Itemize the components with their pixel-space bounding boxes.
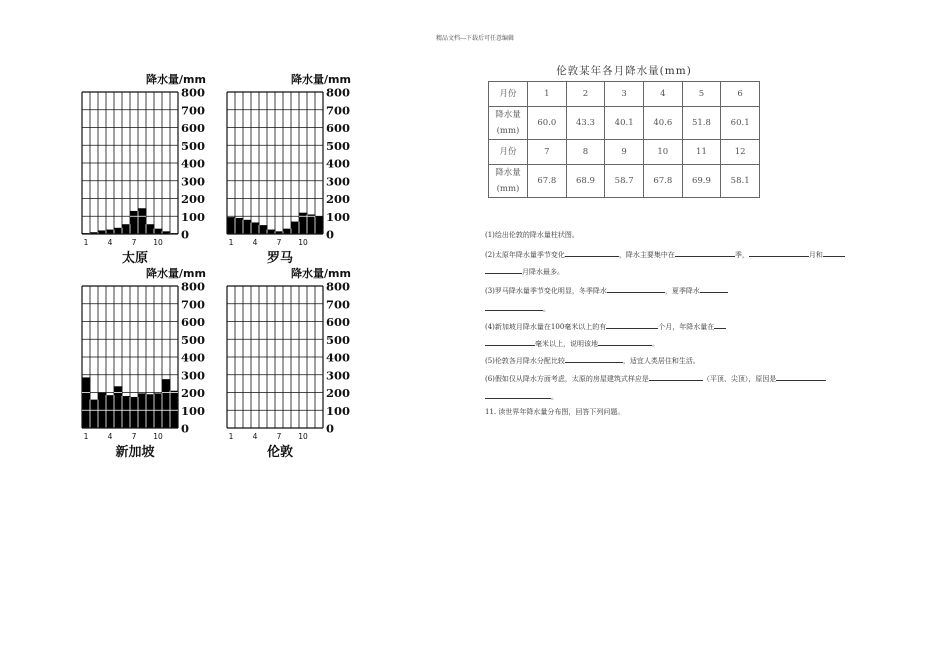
- bar: [251, 222, 259, 234]
- x-tick-label: 4: [107, 238, 113, 247]
- rain-label-line2: (mm): [496, 184, 520, 194]
- question-text: (2)太原年降水量季节变化: [485, 251, 565, 259]
- table-cell: 40.1: [605, 107, 644, 140]
- question-6: [485, 372, 826, 384]
- answer-blank[interactable]: [823, 248, 845, 257]
- bar: [146, 224, 154, 234]
- y-axis-title: 降水量/mm: [146, 267, 206, 280]
- y-tick-label: 100: [326, 209, 351, 224]
- bar: [235, 218, 243, 234]
- bar: [82, 377, 90, 428]
- x-tick-label: 10: [298, 238, 308, 247]
- month-label: 月份: [489, 82, 528, 107]
- question-11: 11. 读世界年降水量分布图，回答下列问题。: [485, 408, 625, 416]
- x-tick-label: 4: [252, 432, 258, 441]
- table-cell: 67.8: [528, 165, 567, 198]
- table-cell: 58.7: [605, 165, 644, 198]
- y-tick-label: 500: [326, 332, 351, 347]
- y-tick-label: 400: [181, 156, 206, 171]
- x-tick-label: 1: [228, 238, 234, 247]
- x-tick-label: 4: [107, 432, 113, 441]
- bar: [259, 225, 267, 234]
- table-cell: 67.8: [643, 165, 682, 198]
- x-tick-label: 10: [298, 432, 308, 441]
- table-cell: 43.3: [566, 107, 605, 140]
- rain-label: [489, 107, 528, 140]
- bar: [122, 224, 130, 234]
- y-tick-label: 200: [326, 386, 351, 400]
- y-tick-label: 800: [181, 279, 206, 294]
- y-tick-label: 400: [326, 156, 351, 171]
- table-cell: 1: [528, 82, 567, 107]
- y-tick-label: 800: [181, 85, 206, 100]
- bar: [307, 214, 315, 234]
- x-tick-label: 7: [131, 238, 137, 247]
- rain-label-line2: (mm): [496, 126, 520, 136]
- question-text: ，夏季降水: [664, 287, 700, 295]
- question-text: 个月，年降水量在: [658, 323, 715, 331]
- y-axis-title: 降水量/mm: [291, 73, 351, 86]
- y-tick-label: 200: [181, 192, 206, 206]
- y-tick-label: 0: [326, 227, 335, 242]
- y-tick-label: 200: [181, 386, 206, 400]
- answer-blank[interactable]: [598, 337, 652, 346]
- y-tick-label: 600: [181, 315, 206, 329]
- y-tick-label: 500: [326, 138, 351, 153]
- london-rainfall-table: [488, 81, 760, 198]
- bar: [154, 229, 162, 234]
- table-cell: 7: [528, 140, 567, 165]
- question-text: 。: [543, 305, 550, 313]
- bar: [106, 395, 114, 428]
- bar: [122, 396, 130, 428]
- table-cell: 6: [721, 82, 760, 107]
- y-tick-label: 0: [181, 227, 190, 242]
- answer-blank[interactable]: [607, 284, 665, 293]
- question-text: 季，: [734, 251, 749, 259]
- question-text: (5)伦敦各月降水分配比较: [485, 357, 565, 365]
- y-tick-label: 600: [326, 315, 351, 329]
- table-cell: 8: [566, 140, 605, 165]
- question-2: [485, 248, 845, 260]
- bar: [315, 216, 323, 234]
- answer-blank[interactable]: [485, 302, 543, 311]
- table-cell: 4: [643, 82, 682, 107]
- y-tick-label: 300: [181, 174, 206, 189]
- y-tick-label: 300: [326, 174, 351, 189]
- bar: [291, 222, 299, 234]
- rain-label: [489, 165, 528, 198]
- bar: [146, 394, 154, 428]
- table-row: [489, 107, 760, 140]
- question-text: (3)罗马降水量季节变化明显，冬季降水: [485, 287, 607, 295]
- city-name: 伦敦: [266, 445, 294, 460]
- table-cell: 60.1: [721, 107, 760, 140]
- bar: [170, 391, 178, 428]
- city-name: 太原: [121, 251, 149, 266]
- table-row: [489, 165, 760, 198]
- answer-blank[interactable]: [700, 284, 728, 293]
- question-3: [485, 284, 728, 296]
- question-3-cont: [485, 302, 550, 314]
- bar: [114, 228, 122, 234]
- bar: [243, 220, 251, 234]
- answer-blank[interactable]: [776, 372, 826, 381]
- answer-blank[interactable]: [485, 337, 535, 346]
- y-tick-label: 300: [326, 368, 351, 383]
- table-cell: 11: [682, 140, 721, 165]
- table-cell: 10: [643, 140, 682, 165]
- answer-blank[interactable]: [749, 248, 809, 257]
- question-text: 月和: [808, 251, 823, 259]
- bar: [227, 217, 235, 234]
- y-tick-label: 800: [326, 279, 351, 294]
- y-tick-label: 400: [326, 350, 351, 365]
- answer-blank[interactable]: [649, 372, 703, 381]
- question-text: (4)新加坡月降水量在100毫米以上的有: [485, 323, 607, 331]
- city-name: 新加坡: [115, 445, 155, 460]
- table-cell: 40.6: [643, 107, 682, 140]
- bar: [90, 400, 98, 428]
- y-tick-label: 0: [181, 421, 190, 436]
- question-text: ，降水主要集中在: [618, 251, 675, 259]
- question-text: 。: [551, 393, 558, 401]
- bar: [130, 397, 138, 428]
- answer-blank[interactable]: [714, 320, 726, 329]
- question-text: (6)假如仅从降水方面考虑，太原的房屋建筑式样应是: [485, 375, 649, 383]
- y-tick-label: 600: [326, 121, 351, 135]
- x-tick-label: 4: [252, 238, 258, 247]
- y-tick-label: 100: [326, 403, 351, 418]
- x-tick-label: 7: [276, 238, 282, 247]
- city-name: 罗马: [266, 251, 294, 266]
- y-axis-title: 降水量/mm: [146, 73, 206, 86]
- table-cell: 60.0: [528, 107, 567, 140]
- bar: [106, 230, 114, 234]
- x-tick-label: 1: [83, 238, 89, 247]
- answer-blank[interactable]: [485, 390, 551, 399]
- y-tick-label: 100: [181, 209, 206, 224]
- question-2-cont: [485, 265, 564, 277]
- bar: [154, 393, 162, 428]
- question-text: 月降水最多。: [522, 268, 564, 276]
- table-row: [489, 82, 760, 107]
- question-text: 。: [652, 340, 659, 348]
- table-cell: 12: [721, 140, 760, 165]
- x-tick-label: 7: [276, 432, 282, 441]
- table-cell: 5: [682, 82, 721, 107]
- x-tick-label: 1: [228, 432, 234, 441]
- y-tick-label: 700: [326, 297, 351, 312]
- table-cell: 2: [566, 82, 605, 107]
- y-tick-label: 700: [181, 297, 206, 312]
- bar: [130, 211, 138, 234]
- y-tick-label: 700: [326, 103, 351, 118]
- y-tick-label: 500: [181, 138, 206, 153]
- y-tick-label: 0: [326, 421, 335, 436]
- question-4-cont: [485, 337, 659, 349]
- table-cell: 58.1: [721, 165, 760, 198]
- question-text: 毫米以上，说明该地: [535, 340, 598, 348]
- y-tick-label: 300: [181, 368, 206, 383]
- bar: [283, 229, 291, 234]
- answer-blank[interactable]: [675, 248, 735, 257]
- bar: [267, 230, 275, 234]
- y-tick-label: 100: [181, 403, 206, 418]
- question-text: （平顶、尖顶），原因是: [702, 375, 777, 383]
- y-tick-label: 800: [326, 85, 351, 100]
- question-1: (1)绘出伦敦的降水量柱状图。: [485, 231, 579, 239]
- table-cell: 3: [605, 82, 644, 107]
- table-row: [489, 140, 760, 165]
- y-tick-label: 200: [326, 192, 351, 206]
- bar: [138, 393, 146, 428]
- y-axis-title: 降水量/mm: [291, 267, 351, 280]
- answer-blank[interactable]: [606, 320, 658, 329]
- question-text: ，适宜人类居住和生活。: [622, 357, 700, 365]
- page-header: 精品文档---下载后可任意编辑: [435, 35, 515, 42]
- month-label: 月份: [489, 140, 528, 165]
- y-tick-label: 600: [181, 121, 206, 135]
- rain-label-line1: 降水量: [495, 168, 521, 178]
- table-cell: 69.9: [682, 165, 721, 198]
- table-cell: 68.9: [566, 165, 605, 198]
- bar: [138, 208, 146, 234]
- y-tick-label: 700: [181, 103, 206, 118]
- x-tick-label: 10: [153, 238, 163, 247]
- answer-blank[interactable]: [485, 265, 522, 274]
- question-5: [485, 354, 700, 366]
- answer-blank[interactable]: [565, 354, 623, 363]
- x-tick-label: 7: [131, 432, 137, 441]
- table-cell: 51.8: [682, 107, 721, 140]
- question-4: [485, 320, 726, 332]
- y-tick-label: 500: [181, 332, 206, 347]
- bar: [162, 379, 170, 428]
- question-6-cont: [485, 390, 558, 402]
- x-tick-label: 10: [153, 432, 163, 441]
- y-tick-label: 400: [181, 350, 206, 365]
- rain-label-line1: 降水量: [495, 110, 521, 120]
- table-title: 伦敦某年各月降水量(mm): [556, 65, 692, 77]
- answer-blank[interactable]: [565, 248, 619, 257]
- table-cell: 9: [605, 140, 644, 165]
- x-tick-label: 1: [83, 432, 89, 441]
